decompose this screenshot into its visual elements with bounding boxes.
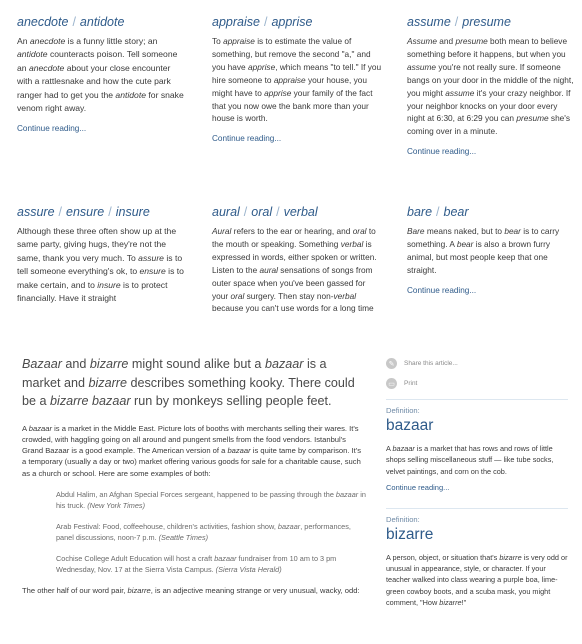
definition-word[interactable]: bazaar bbox=[386, 417, 434, 434]
continue-reading-link[interactable]: Continue reading... bbox=[212, 134, 282, 144]
card-word[interactable]: ensure bbox=[66, 205, 105, 219]
card-body: To appraise is to estimate the value of something, but remove the second "a," and you have apprise, which means "to tell." If you hire someone to appraise your house, you might have to apprise your family of the fact that you now owe the bank more than your house is worth. bbox=[212, 36, 382, 124]
definition-bizarre bbox=[386, 508, 568, 608]
card-body: Aural refers to the ear or hearing, and oral to the mouth or speaking. Something verbal is expressed in words, either spoken or written. Listen to the aural sensations of songs from outer space when you've been gassed for your oral surgery. Then stay non-verbal because you can't use words for a long time bbox=[212, 226, 377, 314]
card-bare-bear bbox=[407, 204, 577, 295]
continue-reading-link[interactable]: Continue reading... bbox=[17, 124, 87, 134]
card-title[interactable]: assume / presume bbox=[407, 15, 511, 29]
card-word[interactable]: bear bbox=[443, 205, 469, 219]
card-word[interactable]: bare bbox=[407, 205, 433, 219]
continue-reading-link[interactable]: Continue reading... bbox=[386, 482, 450, 492]
card-word[interactable]: verbal bbox=[283, 205, 318, 219]
share-label: Share this article... bbox=[404, 360, 458, 367]
definition-label: Definition: bbox=[386, 406, 420, 415]
card-assure-ensure-insure bbox=[17, 204, 187, 305]
card-title[interactable]: assure / ensure / insure bbox=[17, 205, 150, 219]
card-word[interactable]: aural bbox=[212, 205, 240, 219]
card-word[interactable]: presume bbox=[462, 15, 511, 29]
article-paragraph: A bazaar is a market in the Middle East. Picture lots of booths with merchants selling their wares. It's crowded, with haggling going on all around and pungent smells from the food vendors. Istanbul's Grand Bazaar is a good example. The American version of a bazaar is quite tame by comparison. It's a temporary (usually a day or two) market offering various goods for sale for a charitable cause, such as a church or school. Here are some examples of both: bbox=[22, 423, 362, 478]
example-quote: Arab Festival: Food, coffeehouse, children's activities, fashion show, bazaar, performances, panel discussions, noon-7 p.m. (Seattle Times) bbox=[56, 521, 351, 542]
example-quotes bbox=[56, 489, 367, 575]
card-word[interactable]: insure bbox=[115, 205, 150, 219]
card-body: An anecdote is a funny little story; an antidote counteracts poison. Tell someone an anecdote about your close encounter with a rattlesnake and how the cute park ranger had to get you the antidote for snake venom right away. bbox=[17, 36, 184, 114]
card-word[interactable]: appraise bbox=[212, 15, 260, 29]
definition-word[interactable]: bizarre bbox=[386, 525, 434, 543]
card-title[interactable]: bare / bear bbox=[407, 205, 469, 219]
card-word[interactable]: antidote bbox=[79, 15, 125, 29]
definition-bazaar bbox=[386, 399, 568, 492]
card-title[interactable]: aural / oral / verbal bbox=[212, 205, 318, 219]
sidebar bbox=[386, 358, 568, 608]
definition-text: A bazaar is a market that has rows and rows of little shops selling miscellaneous stuff — like tube socks, velvet paintings, and corn on the cob. bbox=[386, 444, 554, 476]
card-word[interactable]: oral bbox=[251, 205, 273, 219]
continue-reading-link[interactable]: Continue reading... bbox=[407, 147, 477, 157]
print-icon: ▭ bbox=[386, 378, 397, 389]
card-body: Bare means naked, but to bear is to carry something. A bear is also a brown furry animal, but most people keep that one straight. bbox=[407, 226, 560, 275]
share-icon: ✎ bbox=[386, 358, 397, 369]
article-lead: Bazaar and bizarre might sound alike but a bazaar is a market and bizarre describes something kooky. There could be a bizarre bazaar run by monkeys selling people feet. bbox=[22, 357, 355, 408]
card-word[interactable]: anecdote bbox=[17, 15, 69, 29]
card-anecdote-antidote bbox=[17, 14, 187, 133]
card-aural-oral-verbal bbox=[212, 204, 382, 315]
article-paragraph-2: The other half of our word pair, bizarre, is an adjective meaning strange or very unusual, wacky, odd: bbox=[22, 585, 360, 595]
card-assume-presume bbox=[407, 14, 577, 156]
card-title[interactable]: appraise / apprise bbox=[212, 15, 313, 29]
card-word[interactable]: assure bbox=[17, 205, 55, 219]
definition-label: Definition: bbox=[386, 514, 420, 524]
share-article-button[interactable] bbox=[386, 358, 568, 369]
print-label: Print bbox=[404, 380, 418, 387]
definition-text: A person, object, or situation that's bizarre is very odd or unusual in appearance, style, or character. If your teacher walked into class wearing a purple boa, lime-green cowboy boots, and a scuba mask, you might comment, "How bizarre!" bbox=[386, 552, 568, 608]
article bbox=[22, 355, 367, 596]
card-appraise-apprise bbox=[212, 14, 382, 143]
card-word[interactable]: assume bbox=[407, 15, 451, 29]
example-quote: Abdul Halim, an Afghan Special Forces sergeant, happened to be passing through the bazaar in his truck. (New York Times) bbox=[56, 489, 366, 510]
card-body: Assume and presume both mean to believe something before it happens, but when you assume you're not really sure. If someone bangs on your door in the middle of the night, you might assume it's your crazy neighbor. If your neighbor knocks on your door every night at 6:30, at 6:29 you can presume she's coming over in a minute. bbox=[407, 36, 574, 137]
card-body: Although these three often show up at the same party, giving hugs, they're not the same, thank you very much. To assure is to tell someone everything's ok, to ensure is to make certain, and to insure is to protect financially. Have it straight bbox=[17, 226, 184, 304]
example-quote: Cochise College Adult Education will host a craft bazaar fundraiser from 10 am to 3 pm Wednesday, Nov. 17 at the Sierra Vista Campus. (Sierra Vista Herald) bbox=[56, 553, 337, 574]
continue-reading-link[interactable]: Continue reading... bbox=[407, 285, 477, 295]
print-button[interactable] bbox=[386, 378, 568, 389]
card-word[interactable]: apprise bbox=[271, 15, 313, 29]
card-title[interactable]: anecdote / antidote bbox=[17, 15, 125, 29]
